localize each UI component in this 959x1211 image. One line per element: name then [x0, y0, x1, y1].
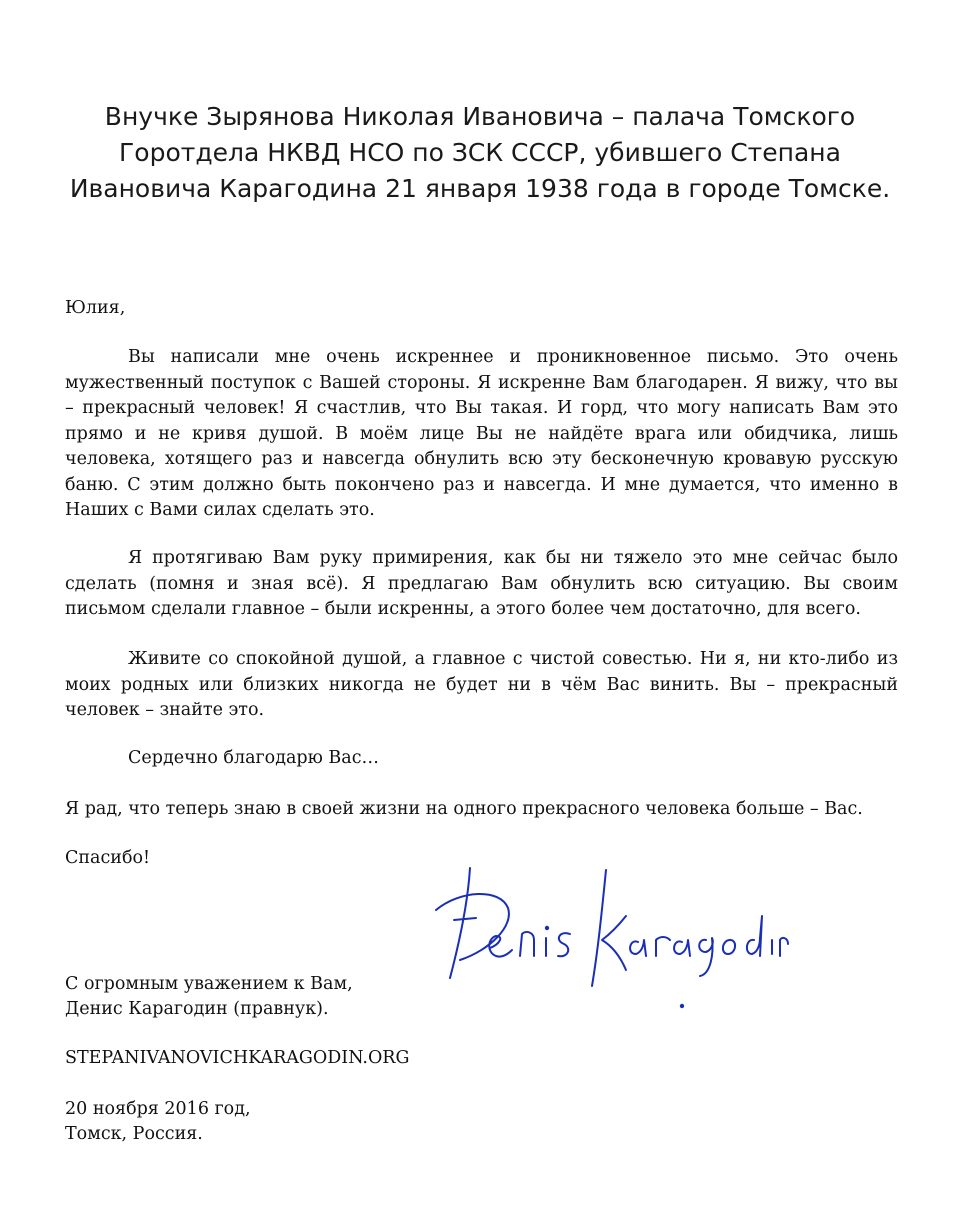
author-line: Денис Карагодин (правнук). [65, 999, 329, 1019]
paragraph-3: Живите со спокойной душой, а главное с чистой совестью. Ни я, ни кто-либо из моих родных или близких никогда не будет ни в чём Вас винить. Вы – прекрасный человек – знайте это. [65, 649, 898, 720]
place-line: Томск, Россия. [65, 1124, 203, 1144]
website-line: STEPANIVANOVICHKARAGODIN.ORG [65, 1048, 410, 1068]
date-line: 20 ноября 2016 год, [65, 1099, 251, 1119]
closing-line: Я рад, что теперь знаю в своей жизни на одного прекрасного человека больше – Вас. [65, 799, 863, 819]
letter-title: Внучке Зырянова Николая Ивановича – палача Томского Горотдела НКВД НСО по ЗСК СССР, убившего Степана Ивановича Карагодина 21 января 1938 года в городе Томске. [69, 102, 891, 203]
greeting: Юлия, [65, 298, 126, 318]
paragraph-2: Я протягиваю Вам руку примирения, как бы ни тяжело это мне сейчас было сделать (помня и зная всё). Я предлагаю Вам обнулить всю ситуацию. Вы своим письмом сделали главное – были искренны, а этого более чем достаточно, для всего. [65, 548, 898, 619]
paragraph-4: Сердечно благодарю Вас… [128, 748, 380, 768]
regards-line: С огромным уважением к Вам, [65, 974, 353, 994]
thanks-line: Спасибо! [65, 848, 151, 868]
handwritten-signature [430, 860, 790, 1010]
paragraph-1: Вы написали мне очень искреннее и проникновенное письмо. Это очень мужественный поступок с Вашей стороны. Я искренне Вам благодарен. Я вижу, что вы – прекрасный человек! Я счастлив, что Вы такая. И горд, что могу написать Вам это прямо и не кривя душой. В моём лице Вы не найдёте врага или обидчика, лишь человека, хотящего раз и навсегда обнулить всю эту бесконечную кровавую русскую баню. С этим должно быть покончено раз и навсегда. И мне думается, что именно в Наших с Вами силах сделать это. [65, 347, 898, 520]
